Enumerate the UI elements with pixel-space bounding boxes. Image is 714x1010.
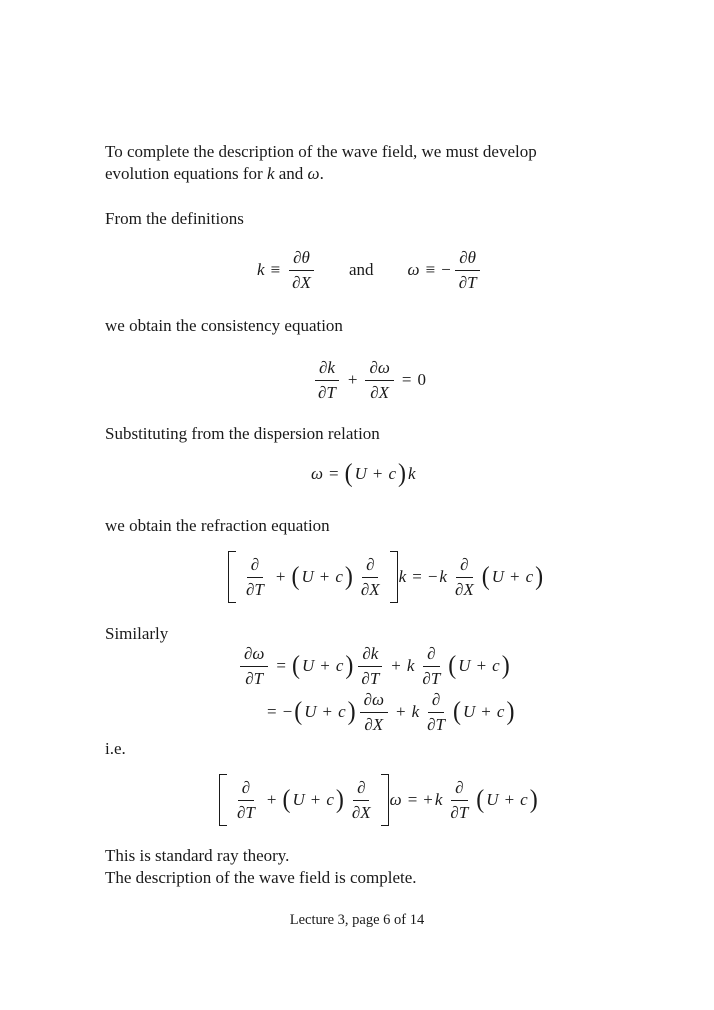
eq-operator: +	[481, 702, 491, 721]
var-omega: ω	[307, 164, 320, 183]
eq-right-paren: )	[529, 785, 538, 814]
eq-left-paren: (	[481, 562, 490, 591]
eq-fraction-numerator: ∂	[247, 555, 263, 578]
eq-variable: c	[525, 567, 534, 586]
eq-variable: k	[411, 702, 420, 721]
eq-operator: =	[407, 790, 418, 809]
eq-operator: +	[347, 370, 358, 389]
eq-fraction	[455, 248, 481, 292]
eq-variable: k	[398, 567, 407, 586]
eq-right-paren: )	[398, 459, 407, 488]
eq-variable: c	[335, 656, 344, 675]
eq-fraction-numerator: ∂k	[315, 358, 339, 381]
eq-fraction-denominator: ∂X	[292, 272, 311, 292]
eq-variable: c	[338, 702, 346, 721]
eq-left-paren: (	[448, 651, 457, 680]
eq-fraction	[288, 248, 315, 292]
eq-variable: k	[257, 260, 265, 279]
eq-fraction-denominator: ∂T	[361, 668, 380, 688]
eq-operator: −	[441, 260, 451, 279]
equation-dispersion	[310, 446, 417, 502]
eq-operator: +	[310, 790, 321, 809]
eq-variable: U	[304, 702, 317, 721]
eq-fraction	[240, 644, 268, 688]
eq-operator: −	[427, 567, 438, 586]
substituting-text: Substituting from the dispersion relation	[105, 424, 380, 443]
eq-fraction-numerator: ∂	[456, 555, 472, 578]
eq-fraction-denominator: ∂T	[318, 382, 336, 402]
eq-right-paren: )	[501, 651, 510, 680]
eq-operator: +	[396, 702, 406, 721]
eq-variable: c	[335, 567, 343, 586]
eq-left-paren: (	[292, 651, 300, 680]
eq-variable: c	[496, 702, 505, 721]
eq-variable: U	[354, 464, 367, 483]
eq-fraction-denominator: ∂T	[246, 579, 264, 599]
eq-operator: +	[266, 790, 277, 809]
eq-fraction	[348, 778, 375, 822]
eq-fraction-denominator: ∂T	[450, 802, 469, 822]
eq-variable: U	[458, 656, 471, 675]
eq-fraction	[314, 358, 340, 402]
eq-fraction-numerator: ∂	[362, 555, 378, 578]
eq-operator: +	[320, 656, 330, 675]
eq-fraction-denominator: ∂T	[427, 714, 446, 734]
eq-fraction-numerator: ∂	[423, 644, 439, 667]
intro-line-2-end: .	[319, 164, 324, 183]
eq-fraction-numerator: ∂ω	[240, 644, 268, 667]
eq-fraction	[233, 778, 259, 822]
eq-fraction-numerator: ∂	[451, 778, 467, 801]
eq-operator: ≡	[270, 260, 281, 279]
closing-paragraph	[105, 845, 417, 889]
eq-operator: =	[412, 567, 422, 586]
eq-left-paren: (	[294, 697, 303, 726]
equation-ray-theory	[219, 772, 539, 828]
closing-line-2: The description of the wave field is complete.	[105, 868, 417, 887]
closing-line-1: This is standard ray theory.	[105, 846, 290, 865]
equation-consistency	[311, 352, 427, 408]
eq-fraction-denominator: ∂X	[454, 579, 474, 599]
eq-fraction-numerator: ∂θ	[455, 248, 480, 271]
consistency-text: we obtain the consistency equation	[105, 316, 343, 335]
eq-left-paren: (	[453, 697, 462, 726]
eq-fraction	[360, 690, 388, 734]
page-footer: Lecture 3, page 6 of 14	[289, 912, 425, 928]
eq-right-paren: )	[506, 697, 515, 726]
eq-variable: c	[492, 656, 500, 675]
eq-operator: +	[322, 702, 333, 721]
eq-left-bracket	[219, 774, 227, 826]
eq-variable: U	[463, 702, 476, 721]
eq-right-paren: )	[335, 785, 344, 814]
eq-operator: 0	[417, 370, 426, 389]
eq-right-paren: )	[347, 697, 356, 726]
eq-operator: +	[372, 464, 383, 483]
eq-right-paren: )	[535, 562, 544, 591]
eq-fraction	[365, 358, 393, 402]
eq-left-paren: (	[291, 562, 300, 591]
eq-fraction	[242, 555, 268, 599]
eq-fraction-numerator: ∂	[238, 778, 254, 801]
eq-fraction-denominator: ∂X	[351, 802, 371, 822]
eq-variable: c	[388, 464, 397, 483]
eq-fraction-denominator: ∂T	[458, 272, 477, 292]
intro-paragraph	[105, 141, 537, 185]
eq-operator: +	[510, 567, 520, 586]
eq-operator: +	[504, 790, 515, 809]
eq-variable: U	[301, 567, 314, 586]
equation-similar-line2	[262, 684, 515, 740]
eq-fraction-numerator: ∂ω	[360, 690, 388, 713]
eq-left-bracket	[228, 551, 236, 603]
eq-fraction	[446, 778, 472, 822]
eq-fraction-denominator: ∂X	[364, 714, 384, 734]
from-definitions-text: From the definitions	[105, 209, 244, 228]
eq-operator: and	[348, 260, 374, 279]
eq-variable: U	[491, 567, 505, 586]
eq-left-paren: (	[344, 459, 353, 488]
eq-variable: k	[406, 656, 415, 675]
eq-variable: k	[439, 567, 447, 586]
eq-fraction-denominator: ∂T	[422, 668, 441, 688]
eq-variable: k	[434, 790, 443, 809]
eq-variable: U	[292, 790, 305, 809]
eq-fraction-numerator: ∂k	[358, 644, 382, 667]
eq-operator: =	[276, 656, 286, 675]
eq-variable: U	[486, 790, 499, 809]
eq-right-paren: )	[344, 562, 353, 591]
intro-line-1: To complete the description of the wave field, we must develop	[105, 142, 537, 161]
eq-fraction	[357, 555, 384, 599]
intro-line-2-pre: evolution equations for	[105, 164, 267, 183]
eq-fraction	[423, 690, 449, 734]
eq-operator: +	[319, 567, 330, 586]
eq-fraction	[418, 644, 444, 688]
eq-operator: ≡	[425, 260, 436, 279]
eq-right-paren: )	[345, 651, 354, 680]
eq-fraction	[357, 644, 383, 688]
eq-right-bracket	[381, 774, 389, 826]
var-k: k	[266, 164, 275, 183]
eq-variable: ω	[311, 464, 324, 483]
similarly-text: Similarly	[105, 624, 169, 643]
eq-fraction	[451, 555, 478, 599]
eq-fraction-denominator: ∂X	[360, 579, 380, 599]
eq-operator: +	[391, 656, 401, 675]
eq-operator: −	[282, 702, 293, 721]
eq-operator: =	[329, 464, 339, 483]
eq-fraction-numerator: ∂θ	[289, 248, 314, 271]
eq-operator: +	[476, 656, 487, 675]
eq-fraction-numerator: ∂ω	[365, 358, 393, 381]
eq-variable: ω	[389, 790, 402, 809]
refraction-text: we obtain the refraction equation	[105, 516, 330, 535]
eq-operator: =	[401, 370, 412, 389]
eq-operator: +	[423, 790, 433, 809]
ie-text: i.e.	[105, 739, 126, 758]
eq-variable: c	[326, 790, 334, 809]
eq-variable: c	[520, 790, 528, 809]
eq-operator: +	[275, 567, 286, 586]
eq-variable: U	[302, 656, 315, 675]
eq-operator: =	[267, 702, 277, 721]
eq-fraction-denominator: ∂T	[237, 802, 255, 822]
equation-definitions	[256, 242, 484, 298]
eq-variable: ω	[407, 260, 420, 279]
eq-fraction-numerator: ∂	[428, 690, 444, 713]
eq-left-paren: (	[282, 785, 291, 814]
eq-left-paren: (	[476, 785, 485, 814]
equation-refraction	[228, 549, 544, 605]
eq-variable: k	[408, 464, 416, 483]
eq-fraction-numerator: ∂	[353, 778, 369, 801]
eq-fraction-denominator: ∂T	[245, 668, 264, 688]
eq-fraction-denominator: ∂X	[370, 382, 390, 402]
intro-line-2-mid: and	[274, 164, 308, 183]
eq-right-bracket	[390, 551, 398, 603]
